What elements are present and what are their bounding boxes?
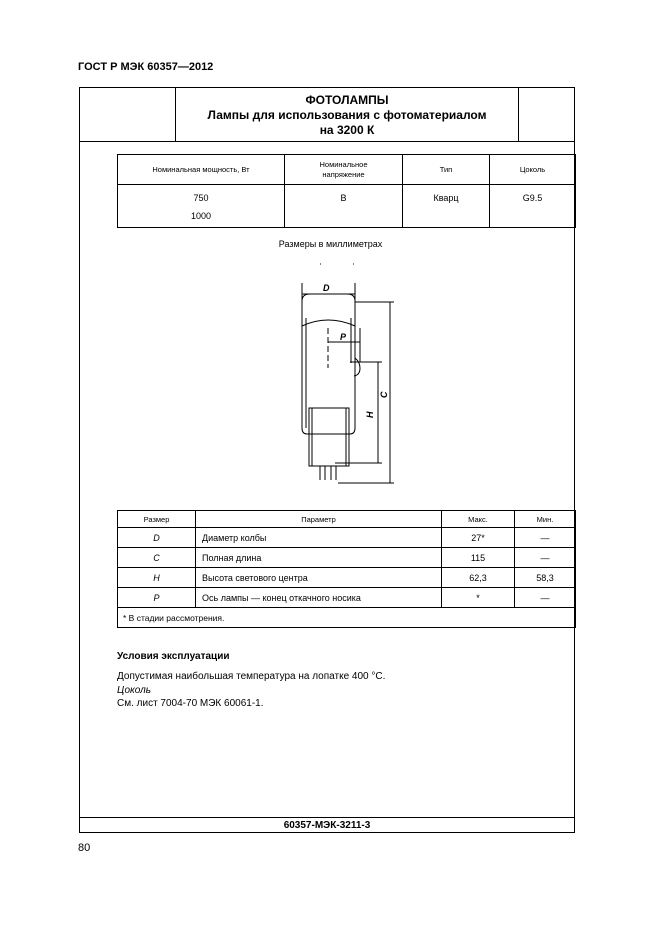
size-cell: C: [118, 548, 196, 568]
size-cell: H: [118, 568, 196, 588]
min-cell: —: [515, 528, 576, 548]
header-parameter: Параметр: [196, 511, 442, 528]
dimensions-table: [117, 510, 576, 628]
header-base: Цоколь: [490, 155, 576, 185]
base-reference: См. лист 7004-70 МЭК 60061-1.: [117, 698, 264, 709]
bulb-curve: [302, 320, 355, 326]
parameter-cell: Полная длина: [196, 548, 442, 568]
standard-header: ГОСТ Р МЭК 60357—2012: [78, 61, 214, 73]
header-voltage-line1: Номинальное: [319, 159, 368, 169]
lamp-drawing: [290, 258, 410, 488]
table-row: [118, 548, 576, 568]
page-number: 80: [78, 842, 91, 854]
type-cell: Кварц: [403, 185, 490, 228]
table-note: * В стадии рассмотрения.: [118, 608, 576, 628]
power-cell: [118, 185, 285, 228]
label-d: D: [323, 283, 330, 293]
header-power: Номинальная мощность, Вт: [118, 155, 285, 185]
table-note-row: [118, 608, 576, 628]
table-row: [118, 185, 576, 228]
min-cell: 58,3: [515, 568, 576, 588]
min-cell: —: [515, 548, 576, 568]
table-header-row: [118, 155, 576, 185]
voltage-cell: В: [285, 185, 403, 228]
header-voltage: [285, 155, 403, 185]
dimensions-caption: Размеры в миллиметрах: [278, 239, 383, 249]
sheet-id-box: [79, 817, 575, 833]
min-cell: —: [515, 588, 576, 608]
header-size: Размер: [118, 511, 196, 528]
label-p: P: [340, 332, 347, 342]
header-type: Тип: [403, 155, 490, 185]
power-value: 750: [193, 193, 209, 203]
title-line-2: Лампы для использования с фотоматериалом: [207, 108, 487, 122]
parameter-cell: Высота светового центра: [196, 568, 442, 588]
title-line-1: ФОТОЛАМПЫ: [305, 93, 389, 107]
max-cell: 62,3: [442, 568, 515, 588]
table-row: [118, 588, 576, 608]
size-cell: P: [118, 588, 196, 608]
power-value: 1000: [190, 211, 212, 221]
base-cell: G9.5: [490, 185, 576, 228]
conditions-title: Условия эксплуатации: [117, 651, 230, 662]
label-h: H: [365, 411, 375, 418]
sheet-id: 60357-МЭК-3211-3: [283, 820, 371, 831]
header-voltage-line2: напряжение: [322, 169, 365, 179]
spec-table: [117, 154, 576, 228]
divider: [79, 141, 176, 142]
title-line-3: на 3200 К: [319, 123, 375, 137]
header-max: Макс.: [442, 511, 515, 528]
base-heading: Цоколь: [117, 685, 152, 696]
header-min: Мин.: [515, 511, 576, 528]
max-cell: 27*: [442, 528, 515, 548]
table-header-row: [118, 511, 576, 528]
size-cell: D: [118, 528, 196, 548]
parameter-cell: Ось лампы — конец откачного носика: [196, 588, 442, 608]
max-cell: *: [442, 588, 515, 608]
table-row: [118, 528, 576, 548]
label-c: C: [379, 391, 389, 398]
table-row: [118, 568, 576, 588]
parameter-cell: Диаметр колбы: [196, 528, 442, 548]
max-cell: 115: [442, 548, 515, 568]
divider: [518, 141, 575, 142]
base-block: [309, 408, 349, 466]
conditions-text: Допустимая наибольшая температура на лопатке 400 °С.: [117, 671, 386, 682]
title-box: [175, 87, 519, 142]
